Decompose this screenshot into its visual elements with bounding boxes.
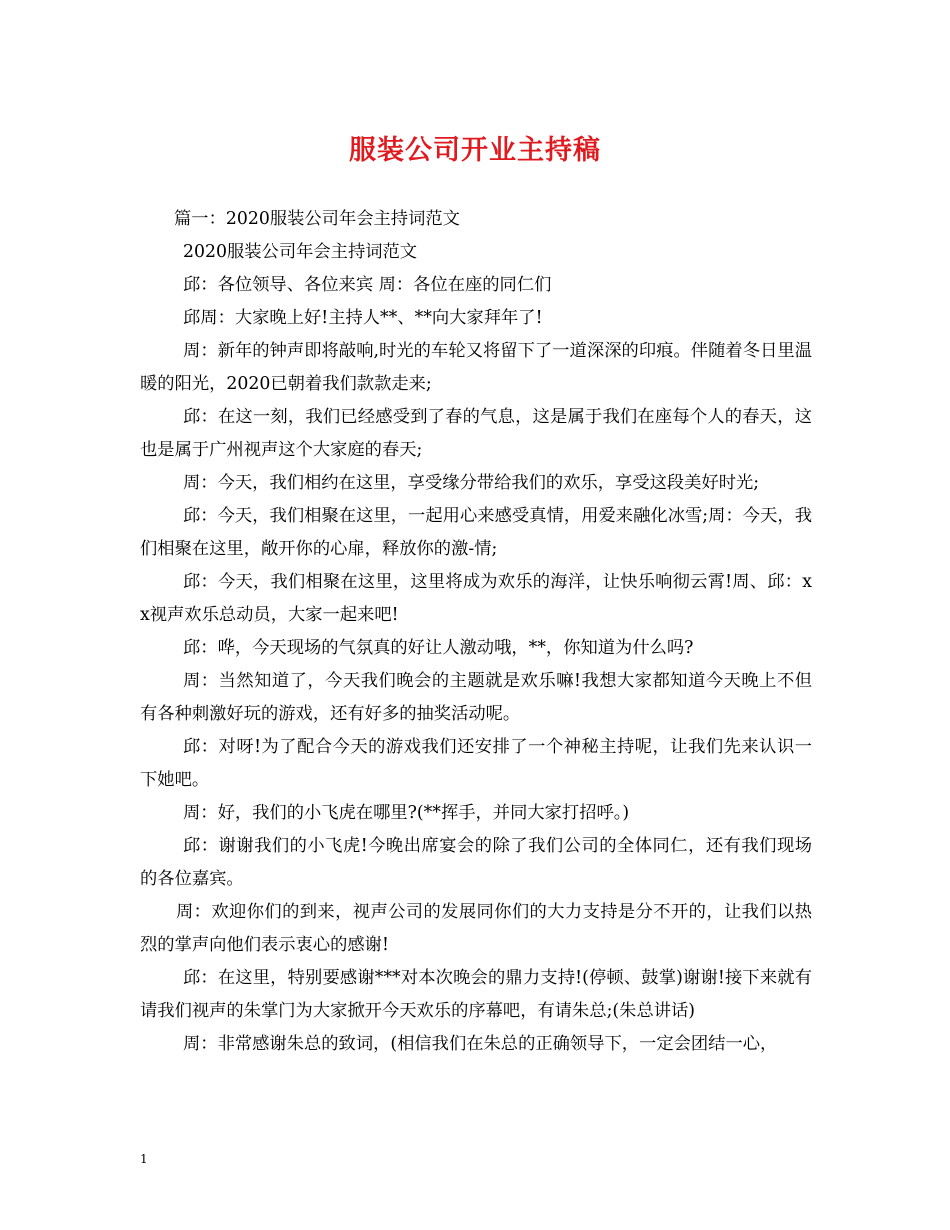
document-body: [140, 203, 812, 1061]
paragraph: 邱：谢谢我们的小飞虎!今晚出席宴会的除了我们公司的全体同仁，还有我们现场的各位嘉宾。: [140, 836, 812, 889]
paragraph: 周：好，我们的小飞虎在哪里?(**挥手，并同大家打招呼。): [183, 803, 630, 823]
paragraph: 邱周：大家晚上好!主持人**、**向大家拜年了!: [183, 308, 543, 328]
paragraph: 邱：今天，我们相聚在这里，一起用心来感受真情，用爱来融化冰雪;周：今天，我们相聚在这里，敞开你的心扉，释放你的激-情;: [140, 506, 812, 559]
paragraph: 邱：今天，我们相聚在这里，这里将成为欢乐的海洋，让快乐响彻云霄!周、邱：xx视声欢乐总动员，大家一起来吧!: [140, 572, 812, 625]
paragraph: 篇一：2020服装公司年会主持词范文: [174, 209, 460, 229]
paragraph: 邱：哗，今天现场的气氛真的好让人激动哦，**，你知道为什么吗?: [183, 638, 694, 658]
paragraph: 邱：各位领导、各位来宾 周：各位在座的同仁们: [183, 275, 552, 295]
paragraph: 周：非常感谢朱总的致词，(相信我们在朱总的正确领导下，一定会团结一心，: [183, 1034, 778, 1054]
page-number: 1: [140, 1152, 148, 1166]
paragraph: 周：欢迎你们的到来，视声公司的发展同你们的大力支持是分不开的，让我们以热烈的掌声向他们表示衷心的感谢!: [140, 902, 812, 955]
paragraph: 邱：在这里，特别要感谢***对本次晚会的鼎力支持!(停顿、鼓掌)谢谢!接下来就有请我们视声的朱掌门为大家掀开今天欢乐的序幕吧，有请朱总;(朱总讲话): [140, 968, 812, 1021]
paragraph: 周：新年的钟声即将敲响,时光的车轮又将留下了一道深深的印痕。伴随着冬日里温暖的阳光，2020已朝着我们款款走来;: [140, 341, 812, 394]
document-title: 服装公司开业主持稿: [349, 135, 601, 166]
paragraph: 邱：在这一刻，我们已经感受到了春的气息，这是属于我们在座每个人的春天，这也是属于广州视声这个大家庭的春天;: [140, 407, 812, 460]
paragraph: 周：当然知道了，今天我们晚会的主题就是欢乐嘛!我想大家都知道今天晚上不但有各种刺激好玩的游戏，还有好多的抽奖活动呢。: [140, 671, 812, 724]
paragraph: 周：今天，我们相约在这里，享受缘分带给我们的欢乐，享受这段美好时光;: [183, 473, 760, 493]
paragraph: 2020服装公司年会主持词范文: [183, 242, 418, 262]
paragraph: 邱：对呀!为了配合今天的游戏我们还安排了一个神秘主持呢，让我们先来认识一下她吧。: [140, 737, 812, 790]
